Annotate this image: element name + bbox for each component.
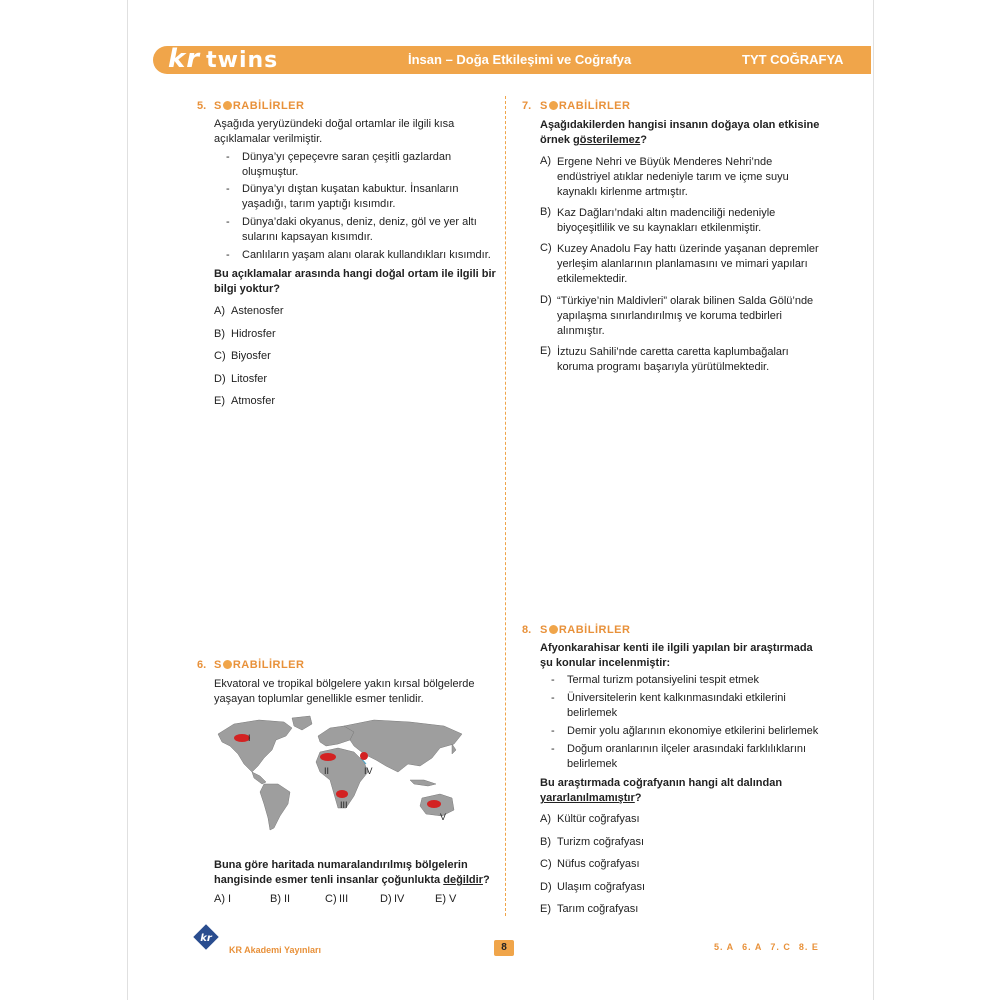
- question-5-intro: Aşağıda yeryüzündeki doğal ortamlar ile ilgili kısa açıklamalar verilmiştir.: [214, 118, 455, 145]
- bullet-text: [242, 215, 477, 245]
- label-o-icon: [549, 625, 558, 634]
- bullet-line: Termal turizm potansiyelini tespit etmek: [567, 674, 759, 686]
- option-line: Ergene Nehri ve Büyük Menderes Nehri’nde: [557, 156, 773, 168]
- option-letter: B): [214, 327, 225, 340]
- bullet-text: [242, 248, 491, 263]
- question-6-label: S RABİLİRLER: [214, 659, 305, 671]
- question-8-stem: Bu araştırmada coğrafyanın hangi alt dalından yararlanılmamıştır?: [540, 777, 783, 804]
- logo-twins: twins: [206, 48, 279, 73]
- option-text: [557, 206, 775, 236]
- option-letter: E): [540, 345, 551, 357]
- option-text: [557, 155, 789, 200]
- option-letter: A): [540, 813, 551, 825]
- option-text: Hidrosfer: [231, 327, 276, 340]
- bullet-dash: -: [551, 692, 555, 704]
- bullet-line: Üniversitelerin kent kalkınmasındaki etkilerini: [567, 692, 786, 704]
- bullet-line: Doğum oranlarının ilçeler arasındaki farklılıklarını: [567, 743, 807, 755]
- bullet-text: [567, 673, 759, 688]
- option-text: II: [284, 893, 291, 905]
- option-text: IV: [394, 893, 405, 905]
- region-iii-marker: [336, 790, 348, 798]
- question-5-stem: Bu açıklamalar arasında hangi doğal ortam ile ilgili bir bilgi yoktur?: [214, 268, 496, 295]
- region-ii-marker: [320, 753, 336, 761]
- question-7-number: 7.: [522, 100, 532, 112]
- option-line: biyoçeşitlilik ve su kaynakları etkilenmiştir.: [557, 222, 762, 234]
- brand-logo: [168, 44, 278, 74]
- bullet-dash: -: [226, 216, 230, 228]
- question-6-number: 6.: [197, 659, 207, 671]
- indonesia-shape: [410, 780, 436, 786]
- bullet-line: Canlıların yaşam alanı olarak kullandıkları kısımdır.: [242, 249, 491, 261]
- bullet-text: [242, 182, 458, 212]
- logo-kr: kr: [168, 44, 201, 74]
- bullet-dash: -: [226, 249, 230, 261]
- label-o-icon: [223, 660, 232, 669]
- option-text: [557, 294, 813, 339]
- bullet-line: Demir yolu ağlarının ekonomiye etkilerini belirlemek: [567, 725, 819, 737]
- column-divider: [505, 96, 506, 916]
- bullet-text: [567, 691, 786, 721]
- option-letter: B): [540, 835, 551, 848]
- option-text: Turizm coğrafyası: [557, 835, 645, 848]
- option-line: endüstriyel atıklar nedeniyle tarım ve içme suyu: [557, 171, 789, 183]
- option-letter: D): [380, 893, 392, 905]
- map-label-iii: III: [340, 800, 348, 810]
- option-line: etkilemektedir.: [557, 273, 628, 285]
- header-title: İnsan – Doğa Etkileşimi ve Coğrafya: [408, 52, 632, 67]
- answer-key-item: 6. A: [742, 942, 763, 952]
- option-text: V: [449, 893, 457, 905]
- option-letter: E): [214, 395, 225, 407]
- option-line: İztuzu Sahili’nde caretta caretta kaplumbağaları: [557, 346, 789, 358]
- option-letter: B): [540, 206, 551, 218]
- bullet-line: oluşmuştur.: [242, 166, 299, 178]
- option-text: Ulaşım coğrafyası: [557, 880, 646, 893]
- option-line: Kaz Dağları’ndaki altın madenciliği nedeniyle: [557, 207, 776, 219]
- bullet-line: Dünya’daki okyanus, deniz, deniz, göl ve yer altı: [242, 216, 477, 228]
- option-letter: A): [540, 155, 551, 167]
- question-6-stem: Buna göre haritada numaralandırılmış bölgelerin hangisinde esmer tenli insanlar çoğunlukta değildir?: [214, 859, 490, 886]
- bullet-line: Dünya’yı dıştan kuşatan kabuktur. İnsanların: [242, 183, 459, 195]
- question-7-label: S RABİLİRLER: [540, 100, 631, 112]
- option-letter: C): [325, 893, 337, 905]
- option-line: yerleşim alanlarının planlamasını ve mimari yapıları: [557, 258, 808, 270]
- north-america-shape: [218, 720, 292, 772]
- map-label-i: I: [248, 733, 251, 743]
- bullet-dash: -: [226, 183, 230, 195]
- option-text: [557, 242, 819, 287]
- option-text: Biyosfer: [231, 350, 271, 362]
- region-v-marker: [427, 800, 441, 808]
- page-number: 8: [494, 940, 514, 956]
- bullet-dash: -: [551, 725, 555, 737]
- option-text: Tarım coğrafyası: [557, 903, 639, 915]
- bullet-dash: -: [551, 743, 555, 755]
- option-text: [557, 345, 789, 375]
- question-5-number: 5.: [197, 100, 207, 112]
- option-letter: C): [540, 858, 552, 870]
- bullet-line: Dünya’yı çepeçevre saran çeşitli gazlardan: [242, 151, 452, 163]
- question-7-stem: Aşağıdakilerden hangisi insanın doğaya olan etkisine örnek gösterilemez?: [540, 119, 820, 146]
- question-6-intro: Ekvatoral ve tropikal bölgelere yakın kırsal bölgelerde yaşayan toplumlar genellikle esmer tenlidir.: [214, 678, 475, 705]
- page: [127, 0, 874, 1000]
- option-line: yapılaşma sınırlandırılmış ve koruma tedbirleri: [557, 310, 782, 322]
- japan-shape: [452, 744, 456, 754]
- option-letter: C): [214, 350, 226, 362]
- option-letter: E): [435, 893, 446, 905]
- option-letter: D): [214, 372, 226, 385]
- option-text: I: [228, 893, 232, 905]
- option-line: kaynaklı kirlenme artmıştır.: [557, 186, 688, 198]
- answer-key: [714, 942, 827, 952]
- label-o-icon: [549, 101, 558, 110]
- map-label-ii: II: [324, 766, 330, 776]
- region-iv-marker: [360, 752, 368, 760]
- question-8-label: S RABİLİRLER: [540, 624, 631, 636]
- question-8-number: 8.: [522, 624, 532, 636]
- bullet-text: [242, 150, 451, 180]
- option-letter: D): [540, 294, 552, 306]
- option-line: Kuzey Anadolu Fay hattı üzerinde yaşanan depremler: [557, 243, 819, 255]
- greenland-shape: [292, 716, 312, 730]
- south-america-shape: [260, 784, 290, 830]
- option-letter: D): [540, 880, 552, 893]
- option-text: Atmosfer: [231, 395, 276, 407]
- option-line: “Türkiye’nin Maldivleri” olarak bilinen Salda Gölü’nde: [557, 295, 814, 307]
- header-subject: TYT COĞRAFYA: [742, 52, 844, 67]
- option-letter: A): [214, 893, 225, 905]
- map-label-v: V: [440, 812, 447, 822]
- bullet-line: yaşadığı, tarım yaptığı kısımdır.: [242, 198, 396, 210]
- bullet-text: [567, 724, 818, 739]
- question-8-intro: Afyonkarahisar kenti ile ilgili yapılan bir araştırmada şu konular incelenmiştir:: [540, 642, 813, 669]
- answer-key-item: 5. A: [714, 942, 735, 952]
- label-o-icon: [223, 101, 232, 110]
- option-text: III: [339, 893, 349, 905]
- option-text: Kültür coğrafyası: [557, 813, 640, 825]
- bullet-line: sularını kapsayan kısımdır.: [242, 231, 373, 243]
- option-letter: C): [540, 242, 552, 254]
- option-line: koruma programı başarıyla yürütülmektedir.: [557, 361, 770, 373]
- option-letter: B): [270, 893, 281, 905]
- bullet-line: belirlemek: [567, 707, 618, 719]
- bullet-dash: -: [551, 674, 555, 686]
- publisher-logo-text: kr: [200, 933, 212, 944]
- publisher-name: KR Akademi Yayınları: [229, 945, 322, 955]
- world-map: [214, 714, 476, 834]
- bullet-line: belirlemek: [567, 758, 618, 770]
- publisher-logo-icon: [193, 924, 219, 950]
- map-label-iv: IV: [364, 766, 373, 776]
- option-text: Astenosfer: [231, 305, 284, 317]
- option-line: alınmıştır.: [557, 325, 605, 337]
- bullet-dash: -: [226, 151, 230, 163]
- central-america-shape: [252, 772, 266, 784]
- option-letter: E): [540, 903, 551, 915]
- question-5-label: S RABİLİRLER: [214, 100, 305, 112]
- bullet-text: [567, 742, 806, 772]
- option-text: Litosfer: [231, 372, 268, 385]
- option-letter: A): [214, 305, 225, 317]
- option-text: Nüfus coğrafyası: [557, 858, 640, 870]
- answer-key-item: 8. E: [798, 942, 819, 952]
- answer-key-item: 7. C: [770, 942, 791, 952]
